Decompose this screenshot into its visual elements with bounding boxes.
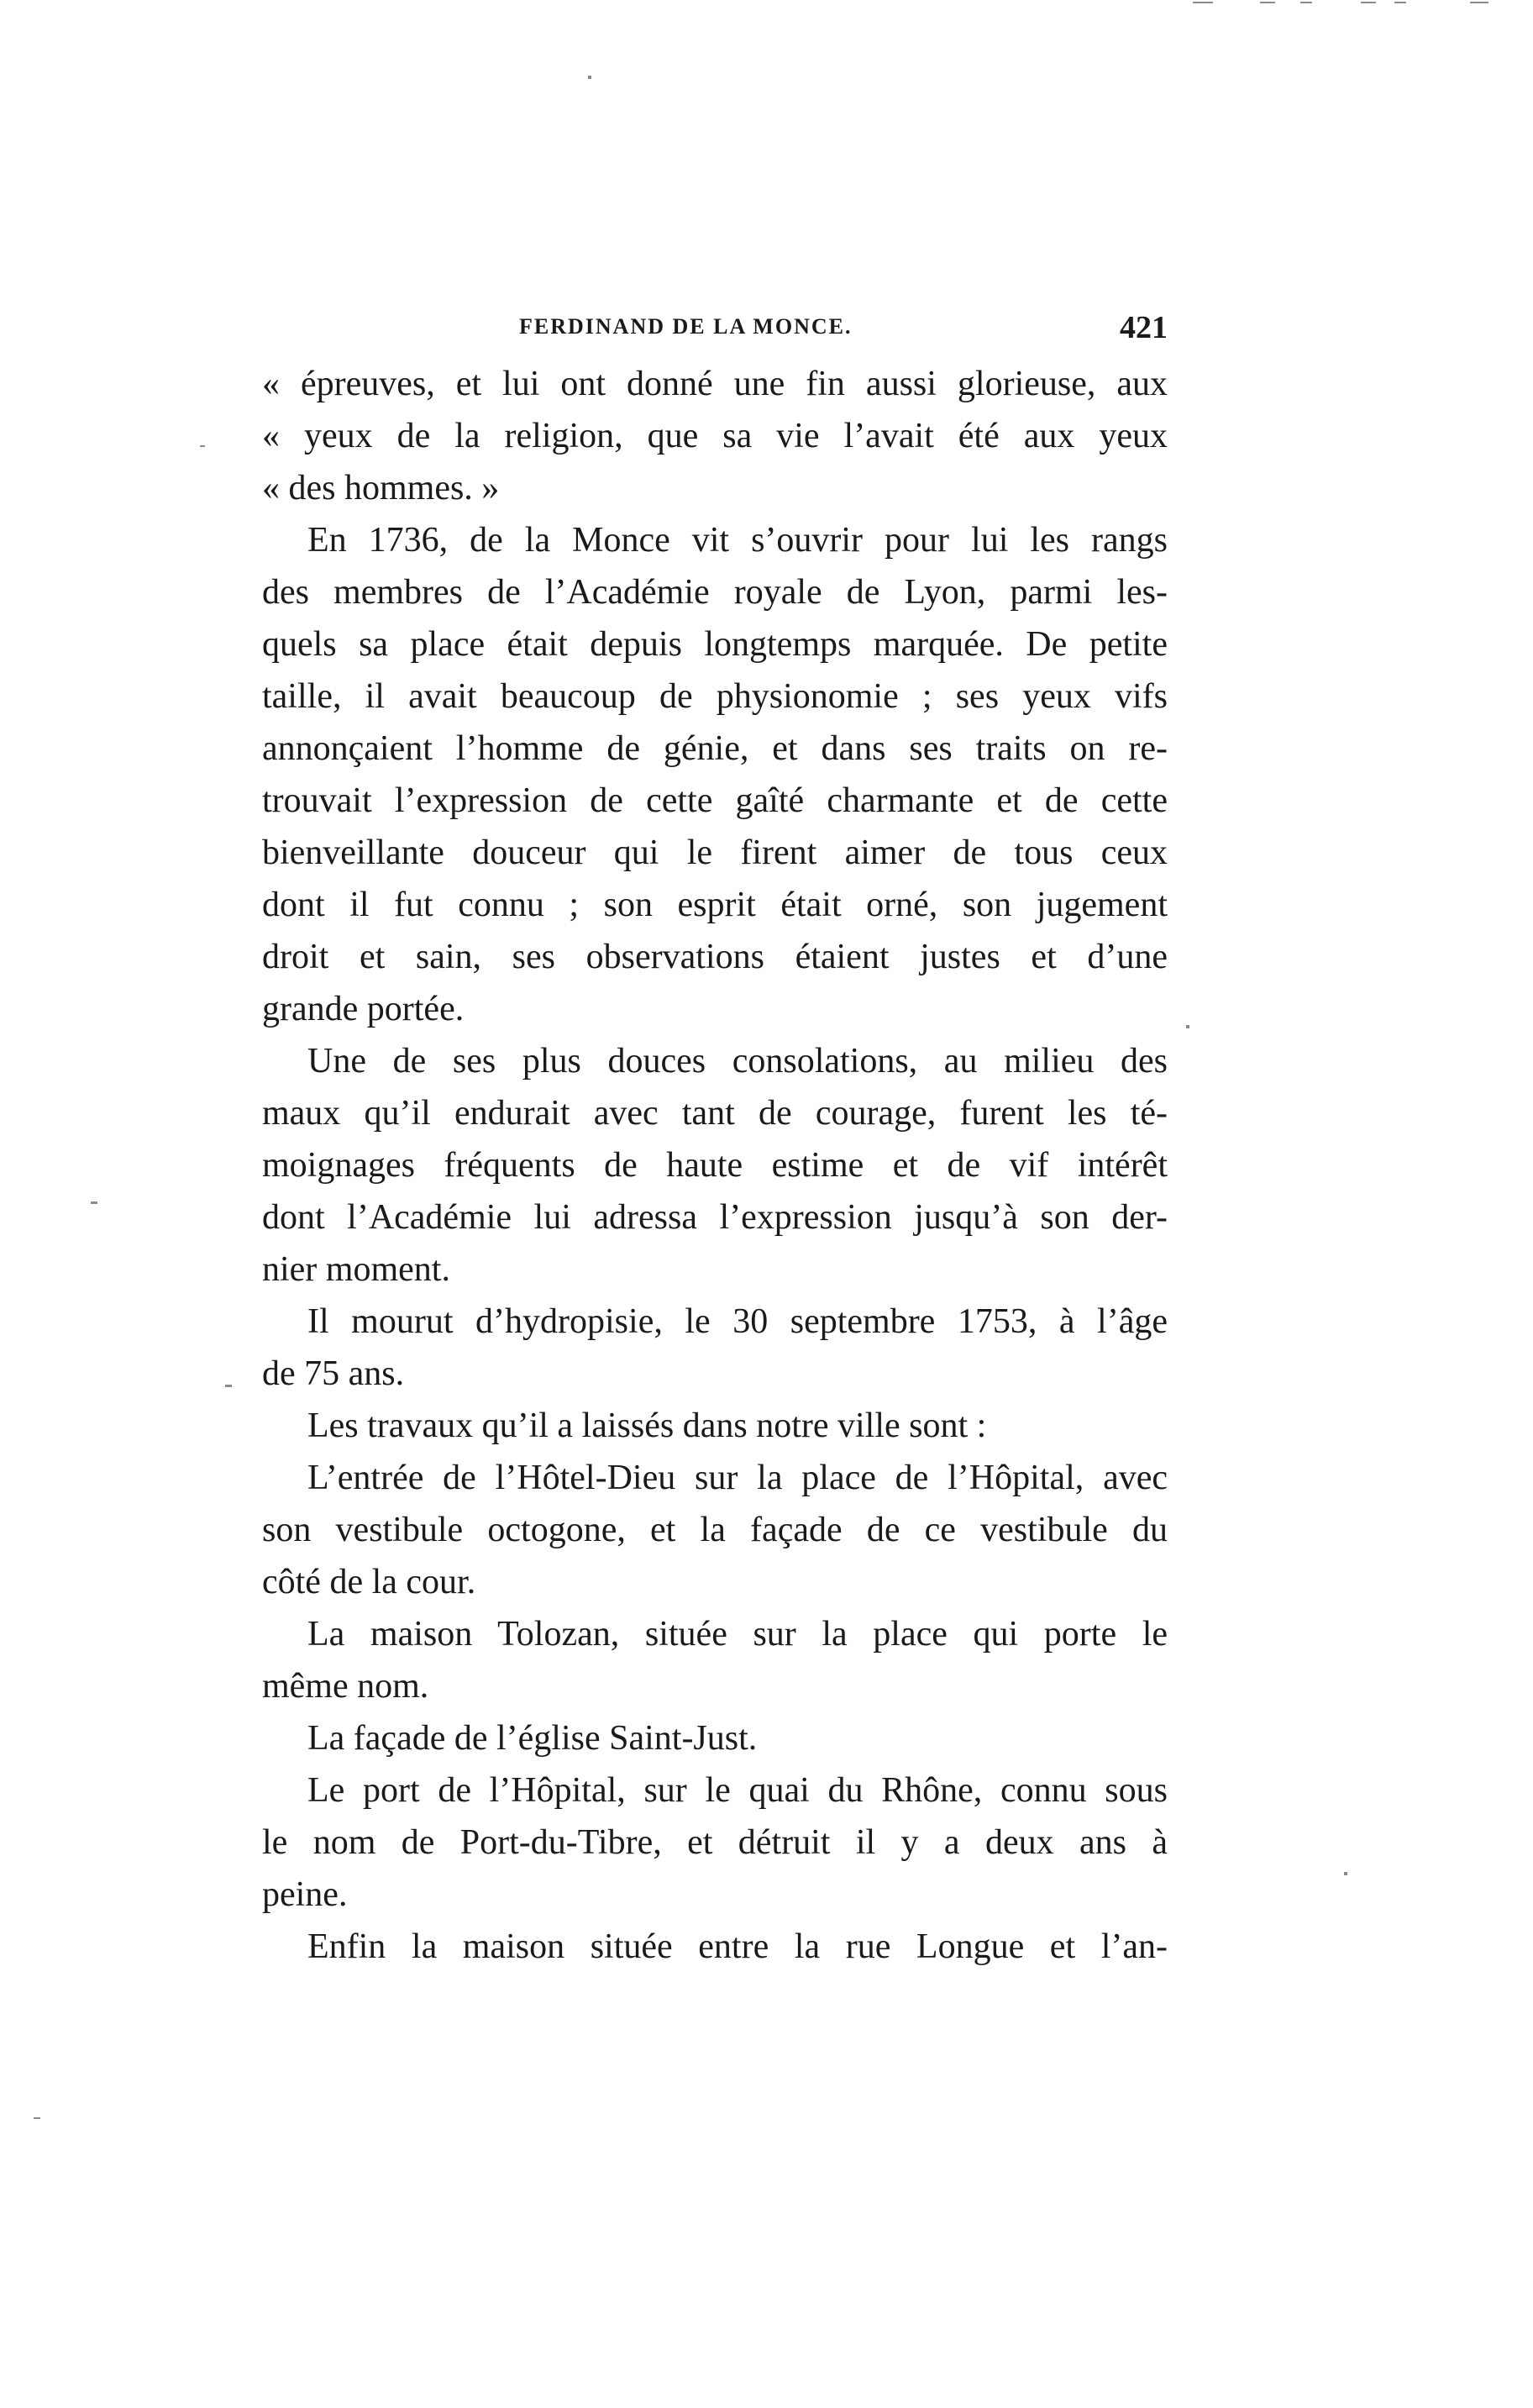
text-line: peine. xyxy=(262,1875,348,1914)
text-line: taille, il avait beaucoup de physionomie ; ses yeux vifs xyxy=(262,677,1168,716)
text-line: nier moment. xyxy=(262,1250,450,1289)
text-line: le nom de Port-du-Tibre, et détruit il y a deux ans à xyxy=(262,1823,1168,1862)
text-line: des membres de l’Académie royale de Lyon, parmi les- xyxy=(262,573,1168,612)
text-line: « des hommes. » xyxy=(262,469,500,507)
text-line: La maison Tolozan, située sur la place qui porte le xyxy=(307,1615,1168,1654)
text-line: Enfin la maison située entre la rue Longue et l’an- xyxy=(307,1927,1168,1966)
text-line: trouvait l’expression de cette gaîté charmante et de cette xyxy=(262,781,1168,820)
text-line: dont il fut connu ; son esprit était orné, son jugement xyxy=(262,886,1168,924)
text-line: moignages fréquents de haute estime et de vif intérêt xyxy=(262,1146,1168,1185)
text-line: droit et sain, ses observations étaient justes et d’une xyxy=(262,938,1168,976)
text-line: annonçaient l’homme de génie, et dans ses traits on re- xyxy=(262,729,1168,768)
text-line: de 75 ans. xyxy=(262,1354,405,1393)
scan-speck xyxy=(91,1201,97,1204)
text-line: Les travaux qu’il a laissés dans notre ville sont : xyxy=(307,1406,987,1445)
scan-speck xyxy=(1300,2,1312,3)
text-line: même nom. xyxy=(262,1667,429,1706)
text-line: « épreuves, et lui ont donné une fin aussi glorieuse, aux xyxy=(262,365,1168,403)
scan-speck xyxy=(200,445,205,447)
text-line: maux qu’il endurait avec tant de courage, furent les té- xyxy=(262,1094,1168,1133)
text-line: La façade de l’église Saint-Just. xyxy=(307,1719,758,1758)
text-line: Une de ses plus douces consolations, au milieu des xyxy=(307,1042,1168,1080)
scan-speck xyxy=(1470,2,1488,3)
scan-speck xyxy=(588,76,591,79)
text-line: dont l’Académie lui adressa l’expression jusqu’à son der- xyxy=(262,1198,1168,1237)
scan-speck xyxy=(1361,2,1376,3)
text-line: grande portée. xyxy=(262,990,465,1028)
text-line: Le port de l’Hôpital, sur le quai du Rhône, connu sous xyxy=(307,1771,1168,1810)
text-line: L’entrée de l’Hôtel-Dieu sur la place de l’Hôpital, avec xyxy=(307,1459,1168,1497)
page-number: 421 xyxy=(1120,310,1168,345)
scan-speck xyxy=(1186,1025,1189,1028)
running-title: FERDINAND DE LA MONCE. xyxy=(519,314,853,339)
text-line: « yeux de la religion, que sa vie l’avait été aux yeux xyxy=(262,417,1168,455)
scan-speck xyxy=(1394,2,1406,3)
scan-speck xyxy=(1260,2,1275,3)
scan-speck xyxy=(1344,1872,1347,1875)
page-header xyxy=(267,309,1168,355)
text-line: Il mourut d’hydropisie, le 30 septembre 1753, à l’âge xyxy=(307,1302,1168,1341)
scan-speck xyxy=(34,2117,40,2119)
text-line: En 1736, de la Monce vit s’ouvrir pour lui les rangs xyxy=(307,521,1168,560)
text-line: quels sa place était depuis longtemps marquée. De petite xyxy=(262,625,1168,664)
text-line: bienveillante douceur qui le firent aimer de tous ceux xyxy=(262,833,1168,872)
body-text xyxy=(262,358,1168,2022)
text-line: côté de la cour. xyxy=(262,1563,476,1601)
scan-speck xyxy=(1193,2,1213,3)
scan-speck xyxy=(225,1385,232,1387)
text-line: son vestibule octogone, et la façade de ce vestibule du xyxy=(262,1511,1168,1549)
